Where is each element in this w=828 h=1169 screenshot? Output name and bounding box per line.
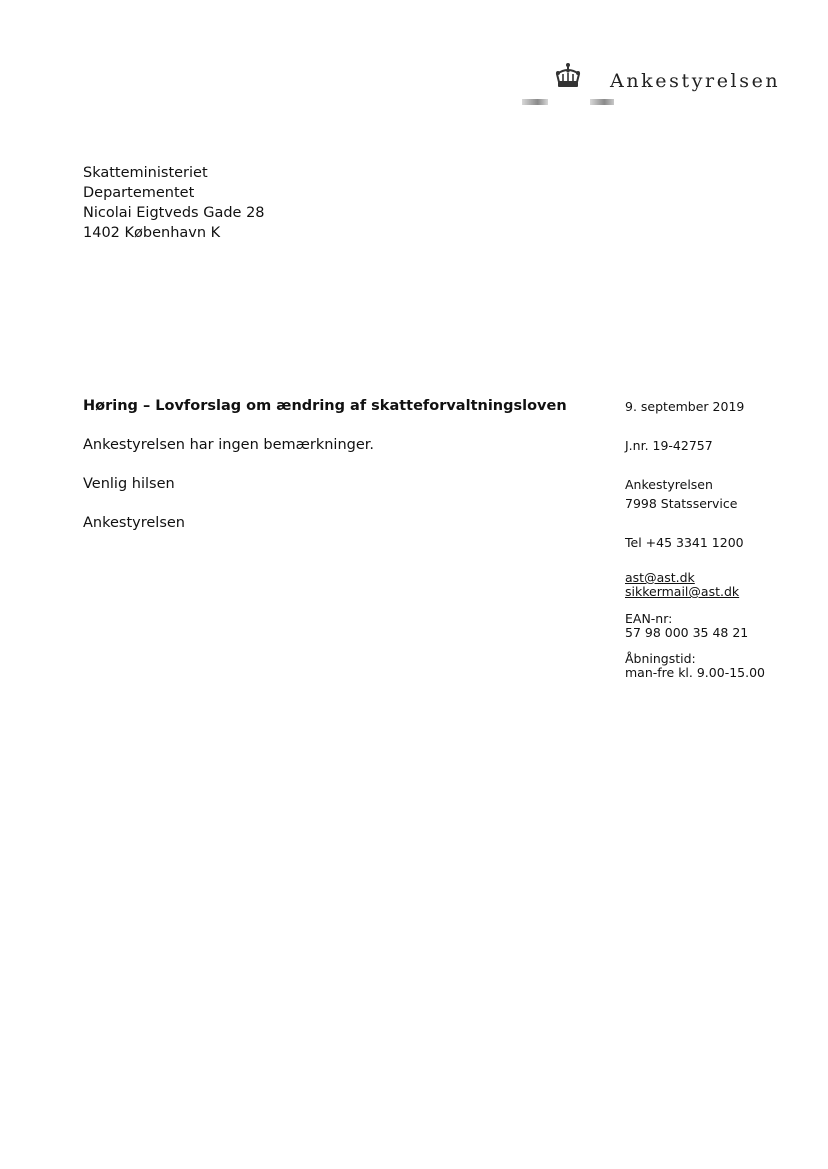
logo-text: Ankestyrelsen [610, 70, 781, 92]
sender-address: 7998 Statsservice [625, 496, 738, 511]
logo-bar-left [522, 99, 548, 105]
ean-label: EAN-nr: [625, 611, 673, 626]
secure-email-link[interactable]: sikkermail@ast.dk [625, 584, 740, 599]
letter-subject: Høring – Lovforslag om ændring af skatteforvaltningsloven [83, 398, 567, 414]
logo-bar-right [590, 99, 614, 105]
recipient-line: 1402 København K [83, 225, 221, 241]
sender-org: Ankestyrelsen [625, 477, 713, 492]
recipient-address [83, 163, 265, 243]
letter-signature: Ankestyrelsen [83, 515, 185, 531]
sender-phone: Tel +45 3341 1200 [625, 535, 744, 550]
email-link[interactable]: ast@ast.dk [625, 570, 695, 585]
recipient-line: Skatteministeriet [83, 165, 208, 181]
opening-hours-label: Åbningstid: [625, 651, 696, 666]
letter-body: Ankestyrelsen har ingen bemærkninger. [83, 437, 375, 453]
crown-icon [554, 62, 582, 90]
recipient-line: Nicolai Eigtveds Gade 28 [83, 205, 265, 221]
letter-date: 9. september 2019 [625, 399, 745, 414]
letter-closing: Venlig hilsen [83, 476, 175, 492]
opening-hours-value: man-fre kl. 9.00-15.00 [625, 665, 765, 680]
ean-value: 57 98 000 35 48 21 [625, 625, 749, 640]
recipient-line: Departementet [83, 185, 195, 201]
journal-number: J.nr. 19-42757 [625, 438, 713, 453]
